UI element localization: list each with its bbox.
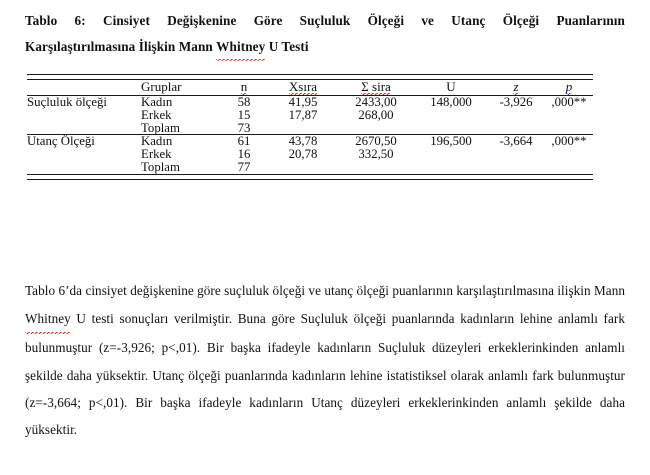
cell-sigma-sira — [337, 122, 415, 135]
header-n-text: n — [240, 79, 248, 94]
cell-u: 196,500 — [430, 134, 472, 149]
row-label-spacer — [27, 161, 141, 174]
cell-z: -3,926 — [499, 95, 533, 109]
cell-n: 58 — [237, 95, 251, 109]
row-label-group-1: Utanç Ölçeği — [27, 134, 95, 149]
cell-gruplar: Toplam — [141, 120, 180, 135]
mann-whitney-results-table — [27, 74, 593, 180]
caption-line-2 — [25, 34, 625, 62]
cell-p — [545, 109, 593, 122]
cell-sigma-sira: 2433,00 — [355, 95, 397, 109]
cell-u — [415, 148, 487, 161]
cell-gruplar: Erkek — [141, 107, 172, 122]
table-bottom-border — [27, 174, 593, 179]
table-row — [27, 122, 593, 135]
cell-xsira: 17,87 — [288, 107, 318, 122]
cell-p: ,000** — [551, 95, 587, 109]
cell-p: ,000** — [551, 134, 587, 149]
header-xsira — [269, 80, 337, 96]
cell-n: 61 — [237, 134, 251, 149]
cell-gruplar: Kadın — [141, 134, 173, 149]
header-xsira-text: Xsıra — [288, 79, 318, 94]
paragraph-part-2: U testi sonuçları verilmiştir. Buna göre Suçluluk ölçeği puanlarında kadınların lehine anlamlı fark bulunmuştur (z=-3,926; p<,01). Bir başka ifadeyle kadınların Suçluluk düzeyleri erkeklerinkinden anlamlı şekilde daha yüksektir. Utanç ölçeği puanlarında kadınların lehine istatistiksel olarak anlamlı fark bulunmuştur (z=-3,664; p<,01). Bir başka ifadeyle kadınların Utanç düzeyleri erkeklerinkinden anlamlı şekilde daha yüksektir. — [25, 310, 625, 438]
caption-line-1: Tablo 6: Cinsiyet Değişkenine Göre Suçluluk Ölçeği ve Utanç Ölçeği Puanlarının — [25, 13, 625, 28]
cell-sigma-sira — [337, 161, 415, 174]
cell-z — [487, 148, 545, 161]
header-z — [487, 80, 545, 96]
cell-p — [545, 161, 593, 174]
table-caption — [25, 8, 625, 61]
cell-n: 73 — [237, 120, 251, 135]
cell-z — [487, 161, 545, 174]
table-header-row — [27, 80, 593, 96]
cell-u — [415, 109, 487, 122]
row-label-spacer — [27, 122, 141, 135]
cell-sigma-sira: 268,00 — [358, 107, 394, 122]
cell-p — [545, 148, 593, 161]
row-label-group-0: Suçluluk ölçeği — [27, 95, 107, 109]
cell-gruplar: Kadın — [141, 95, 173, 109]
table-row — [27, 109, 593, 122]
cell-n: 16 — [237, 147, 251, 162]
cell-gruplar: Toplam — [141, 159, 180, 174]
cell-z — [487, 122, 545, 135]
cell-xsira: 20,78 — [288, 147, 318, 162]
header-row-label — [27, 80, 141, 96]
caption-line-2-suffix: U Testi — [265, 38, 309, 54]
table-row — [27, 96, 593, 109]
table-row — [27, 148, 593, 161]
header-sigma-sira-text: Σ sira — [361, 79, 391, 94]
header-sigma-sira — [337, 80, 415, 96]
cell-xsira — [269, 161, 337, 174]
cell-u — [415, 122, 487, 135]
cell-xsira — [269, 122, 337, 135]
header-p — [545, 80, 593, 96]
cell-xsira: 43,78 — [288, 134, 318, 149]
row-label-spacer — [27, 109, 141, 122]
cell-u — [415, 161, 487, 174]
header-p-text: p — [565, 79, 573, 94]
cell-n: 15 — [237, 107, 251, 122]
caption-line-2-prefix: Karşılaştırılmasına İlişkin Mann — [25, 38, 217, 54]
row-label-spacer — [27, 148, 141, 161]
cell-xsira: 41,95 — [288, 95, 318, 109]
header-n — [219, 80, 269, 96]
cell-sigma-sira: 332,50 — [358, 147, 394, 162]
header-u: U — [446, 79, 456, 94]
body-paragraph — [25, 277, 625, 444]
cell-p — [545, 122, 593, 135]
cell-gruplar: Erkek — [141, 147, 172, 162]
header-gruplar: Gruplar — [141, 79, 182, 94]
cell-n: 77 — [237, 159, 251, 174]
cell-sigma-sira: 2670,50 — [355, 134, 397, 149]
cell-z: -3,664 — [499, 134, 533, 149]
table-row — [27, 161, 593, 174]
cell-z — [487, 109, 545, 122]
header-z-text: z — [513, 79, 519, 94]
paragraph-misspelled-word: Whitney — [25, 305, 71, 334]
caption-misspelled-word: Whitney — [216, 34, 265, 62]
paragraph-part-1: Tablo 6’da cinsiyet değişkenine göre suçluluk ölçeği ve utanç ölçeği puanlarının karşılaştırılmasına ilişkin Mann — [25, 283, 625, 299]
cell-u: 148,000 — [430, 95, 472, 109]
